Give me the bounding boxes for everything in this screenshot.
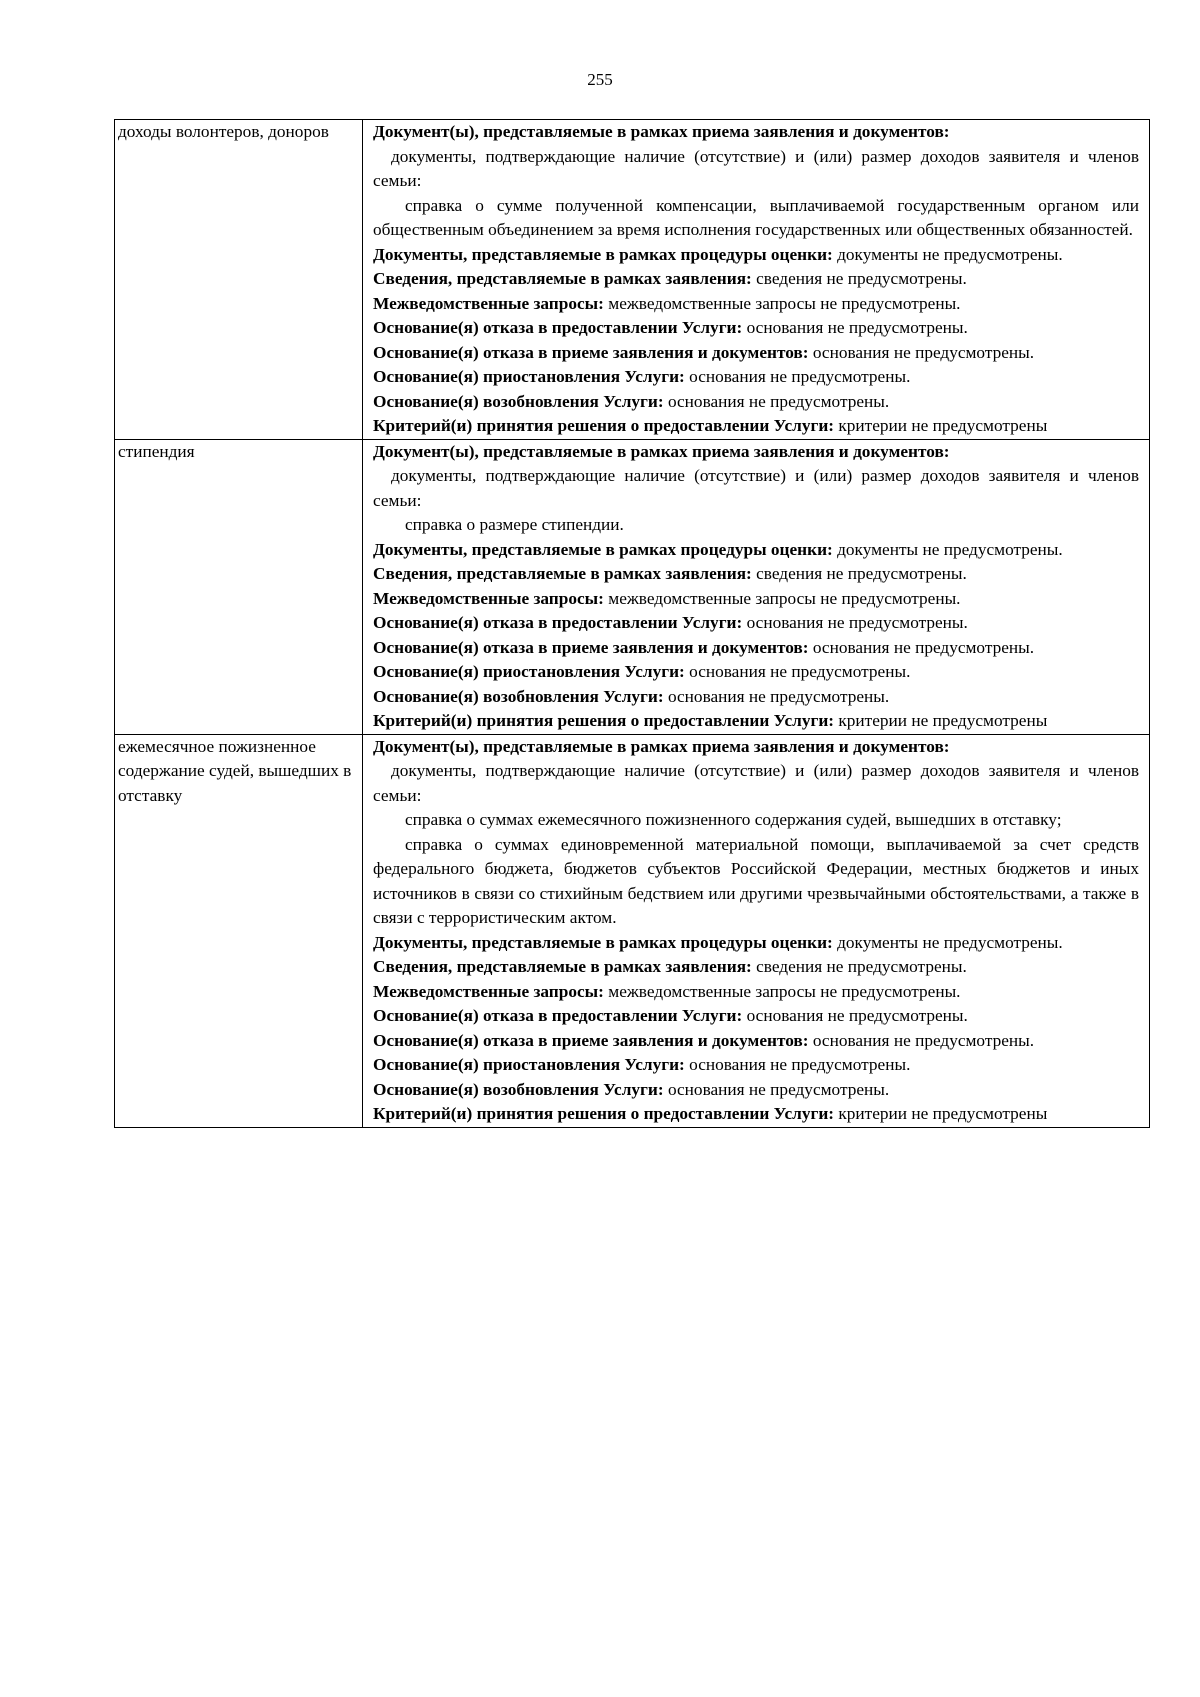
- documents-header: Документ(ы), представляемые в рамках приема заявления и документов:: [373, 736, 950, 756]
- field-line: [373, 955, 1139, 980]
- field-value: основания не предусмотрены.: [746, 318, 968, 337]
- page-number: 255: [587, 70, 613, 89]
- field-value: сведения не предусмотрены.: [756, 564, 967, 583]
- field-value: сведения не предусмотрены.: [756, 957, 967, 976]
- field-line: [373, 1053, 1139, 1078]
- field-label: Основание(я) отказа в приеме заявления и документов:: [373, 342, 809, 362]
- documents-header: Документ(ы), представляемые в рамках приема заявления и документов:: [373, 122, 950, 141]
- field-value: документы не предусмотрены.: [837, 539, 1063, 559]
- field-label: Документы, представляемые в рамках процедуры оценки:: [373, 539, 833, 559]
- field-line: [373, 660, 1139, 685]
- details-cell: [363, 439, 1150, 734]
- field-value: основания не предусмотрены.: [746, 613, 968, 632]
- field-value: критерии не предусмотрены: [838, 1104, 1048, 1123]
- field-label: Критерий(и) принятия решения о предоставлении Услуги:: [373, 711, 835, 730]
- field-value: основания не предусмотрены.: [812, 1030, 1035, 1050]
- field-value: документы не предусмотрены.: [837, 244, 1063, 264]
- field-value: документы не предусмотрены.: [837, 932, 1063, 952]
- field-line: [373, 931, 1139, 956]
- field-label: Основание(я) отказа в предоставлении Услуги:: [373, 318, 743, 337]
- table-row: [115, 120, 1150, 440]
- field-label: Основание(я) возобновления Услуги:: [373, 1079, 664, 1099]
- field-line: [373, 538, 1139, 563]
- field-line: [373, 1004, 1139, 1029]
- field-line: [373, 292, 1139, 317]
- field-line: [373, 611, 1139, 636]
- field-label: Документы, представляемые в рамках процедуры оценки:: [373, 932, 833, 952]
- field-line: [373, 1102, 1139, 1127]
- field-value: основания не предусмотрены.: [812, 342, 1035, 362]
- field-value: основания не предусмотрены.: [667, 686, 890, 706]
- field-label: Основание(я) приостановления Услуги:: [373, 1055, 685, 1074]
- field-value: критерии не предусмотрены: [838, 711, 1048, 730]
- document-item: справка о размере стипендии.: [405, 515, 624, 534]
- document-item: справка о сумме полученной компенсации, выплачиваемой государственным органом или общественным объединением за время исполнения государственных или общественных обязанностей.: [373, 195, 1139, 239]
- field-line: [373, 390, 1139, 415]
- field-value: критерии не предусмотрены: [838, 416, 1048, 435]
- field-label: Межведомственные запросы:: [373, 293, 604, 313]
- field-label: Основание(я) приостановления Услуги:: [373, 367, 685, 386]
- field-line: [373, 243, 1139, 268]
- field-label: Основание(я) отказа в приеме заявления и документов:: [373, 1030, 809, 1050]
- field-line: [373, 562, 1139, 587]
- documents-header: Документ(ы), представляемые в рамках приема заявления и документов:: [373, 441, 950, 461]
- services-table: [114, 119, 1150, 1128]
- documents-intro: документы, подтверждающие наличие (отсутствие) и (или) размер доходов заявителя и членов семьи:: [373, 761, 1139, 805]
- field-line: [373, 587, 1139, 612]
- field-label: Сведения, представляемые в рамках заявления:: [373, 269, 752, 288]
- field-label: Основание(я) возобновления Услуги:: [373, 686, 664, 706]
- field-value: основания не предусмотрены.: [746, 1006, 968, 1025]
- field-line: [373, 365, 1139, 390]
- details-cell: [363, 734, 1150, 1127]
- field-label: Основание(я) отказа в приеме заявления и документов:: [373, 637, 809, 657]
- field-line: [373, 1078, 1139, 1103]
- field-label: Документы, представляемые в рамках процедуры оценки:: [373, 244, 833, 264]
- field-label: Основание(я) возобновления Услуги:: [373, 391, 664, 411]
- field-line: [373, 341, 1139, 366]
- field-line: [373, 980, 1139, 1005]
- field-value: основания не предусмотрены.: [812, 637, 1035, 657]
- document-item: справка о суммах единовременной материальной помощи, выплачиваемой за счет средств федерального бюджета, бюджетов субъектов Российской Федерации, местных бюджетов и иных источников в связи со стихийным бедствием или другими чрезвычайными обстоятельствами, а также в связи с террористическим актом.: [373, 834, 1139, 927]
- document-item: справка о суммах ежемесячного пожизненного содержания судей, вышедших в отставку;: [405, 810, 1062, 829]
- category-cell: доходы волонтеров, доноров: [115, 120, 363, 440]
- field-line: [373, 414, 1139, 439]
- field-line: [373, 1029, 1139, 1054]
- documents-intro: документы, подтверждающие наличие (отсутствие) и (или) размер доходов заявителя и членов семьи:: [373, 146, 1139, 190]
- field-line: [373, 636, 1139, 661]
- field-line: [373, 316, 1139, 341]
- field-line: [373, 685, 1139, 710]
- field-label: Основание(я) отказа в предоставлении Услуги:: [373, 1006, 743, 1025]
- field-label: Основание(я) приостановления Услуги:: [373, 662, 685, 681]
- category-cell: ежемесячное пожизненное содержание судей, вышедших в отставку: [115, 734, 363, 1127]
- documents-intro: документы, подтверждающие наличие (отсутствие) и (или) размер доходов заявителя и членов семьи:: [373, 466, 1139, 510]
- field-value: основания не предусмотрены.: [667, 1079, 890, 1099]
- field-value: межведомственные запросы не предусмотрены.: [608, 588, 961, 608]
- field-label: Сведения, представляемые в рамках заявления:: [373, 957, 752, 976]
- field-value: основания не предусмотрены.: [689, 1055, 911, 1074]
- field-line: [373, 709, 1139, 734]
- field-label: Межведомственные запросы:: [373, 981, 604, 1001]
- field-label: Критерий(и) принятия решения о предоставлении Услуги:: [373, 416, 835, 435]
- field-label: Основание(я) отказа в предоставлении Услуги:: [373, 613, 743, 632]
- details-cell: [363, 120, 1150, 440]
- field-value: основания не предусмотрены.: [689, 367, 911, 386]
- table-row: [115, 734, 1150, 1127]
- field-label: Межведомственные запросы:: [373, 588, 604, 608]
- field-line: [373, 267, 1139, 292]
- field-value: основания не предусмотрены.: [689, 662, 911, 681]
- category-cell: стипендия: [115, 439, 363, 734]
- field-value: межведомственные запросы не предусмотрены.: [608, 293, 961, 313]
- table-row: [115, 439, 1150, 734]
- field-label: Сведения, представляемые в рамках заявления:: [373, 564, 752, 583]
- field-value: основания не предусмотрены.: [667, 391, 890, 411]
- field-value: межведомственные запросы не предусмотрены.: [608, 981, 961, 1001]
- field-value: сведения не предусмотрены.: [756, 269, 967, 288]
- field-label: Критерий(и) принятия решения о предоставлении Услуги:: [373, 1104, 835, 1123]
